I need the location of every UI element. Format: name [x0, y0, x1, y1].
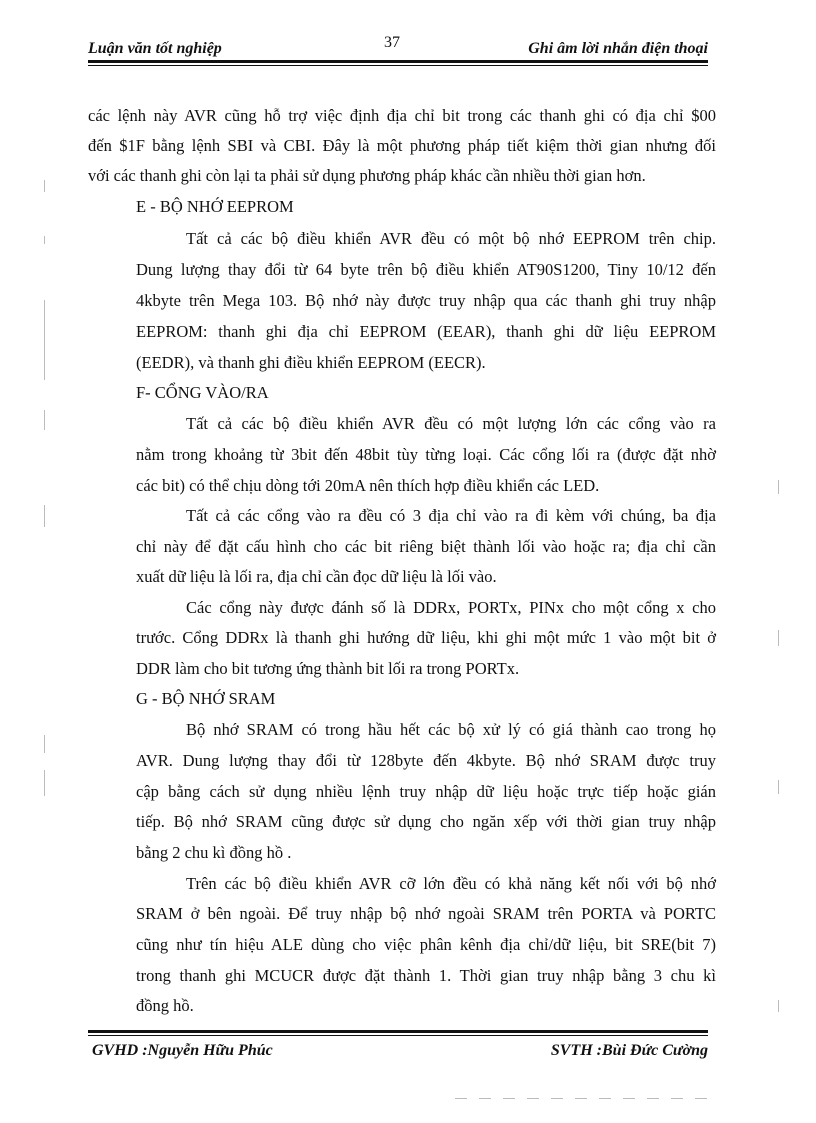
body-line: Bộ nhớ SRAM có trong hầu hết các bộ xử lý có giá thành cao trong họ: [186, 720, 716, 739]
header-rule-thin: [88, 65, 708, 66]
footer-supervisor: GVHD :Nguyễn Hữu Phúc: [92, 1042, 273, 1059]
body-line: 4kbyte trên Mega 103. Bộ nhớ này được truy nhập qua các thanh ghi truy nhập: [136, 291, 716, 310]
body-line: Dung lượng thay đổi từ 64 byte trên bộ điều khiển AT90S1200, Tiny 10/12 đến: [136, 260, 716, 279]
page-header: [88, 34, 708, 60]
body-line: với các thanh ghi còn lại ta phải sử dụng phương pháp khác cần nhiều thời gian hơn.: [88, 166, 646, 185]
body-line: DDR làm cho bit tương ứng thành bit lối ra trong PORTx.: [136, 659, 520, 678]
body-line: trong thanh ghi MCUCR được đặt thành 1. Thời gian truy nhập bằng 3 chu kì: [136, 966, 716, 985]
body-line: nằm trong khoảng từ 3bit đến 48bit tùy từng loại. Các cổng lối ra (được đặt nhờ: [136, 445, 716, 464]
scan-mark: [44, 410, 45, 430]
body-line: các bit) có thể chịu dòng tới 20mA nên thích hợp điều khiển các LED.: [136, 476, 600, 495]
body-line: SRAM ở bên ngoài. Để truy nhập bộ nhớ ngoài SRAM trên PORTA và PORTC: [136, 904, 716, 923]
body-line: đồng hồ.: [136, 996, 194, 1015]
body-line: cũng như tín hiệu ALE dùng cho việc phân kênh địa chỉ/dữ liệu, bit SRE(bit 7): [136, 935, 716, 954]
footer-rule-thick: [88, 1030, 708, 1033]
body-line: trước. Cổng DDRx là thanh ghi hướng dữ liệu, khi ghi một mức 1 vào một bit ở: [136, 628, 716, 647]
scan-mark: [44, 300, 45, 380]
body-line: các lệnh này AVR cũng hỗ trợ việc định địa chỉ bit trong các thanh ghi có địa chỉ $00: [88, 106, 716, 125]
scan-mark: [44, 236, 45, 244]
footer-rule-thin: [88, 1035, 708, 1036]
scan-mark: [44, 180, 45, 192]
body-line: chỉ này để đặt cấu hình cho các bit riêng biệt thành lối vào hoặc ra; địa chỉ cần: [136, 537, 716, 556]
body-line: (EEDR), và thanh ghi điều khiển EEPROM (EECR).: [136, 353, 486, 372]
body-line: xuất dữ liệu là lối ra, địa chỉ cần đọc dữ liệu là lối vào.: [136, 567, 497, 586]
scan-mark: [778, 780, 779, 794]
scan-mark: [44, 735, 45, 753]
scan-mark: [44, 770, 45, 796]
scan-mark: [778, 480, 779, 494]
scan-mark: [44, 505, 45, 527]
body-line: Tất cả các bộ điều khiển AVR đều có một bộ nhớ EEPROM trên chip.: [186, 229, 716, 248]
body-line: cập bằng cách sử dụng nhiều lệnh truy nhập dữ liệu hoặc trực tiếp hoặc gián: [136, 782, 716, 801]
body-line: Tất cả các cổng vào ra đều có 3 địa chỉ vào ra đi kèm với chúng, ba địa: [186, 506, 716, 525]
scan-dash-line: [455, 1098, 715, 1099]
section-heading-ports: F- CỔNG VÀO/RA: [136, 383, 269, 402]
scan-mark: [778, 630, 779, 646]
page-number: 37: [384, 34, 400, 51]
body-line: Trên các bộ điều khiển AVR cỡ lớn đều có khả năng kết nối với bộ nhớ: [186, 874, 716, 893]
page-footer: [88, 1042, 708, 1066]
body-line: EEPROM: thanh ghi địa chỉ EEPROM (EEAR), thanh ghi dữ liệu EEPROM: [136, 322, 716, 341]
body-line: Tất cả các bộ điều khiển AVR đều có một lượng lớn các cổng vào ra: [186, 414, 716, 433]
header-rule-thick: [88, 60, 708, 63]
header-thesis-title: Luận văn tốt nghiệp: [88, 40, 222, 57]
body-line: tiếp. Bộ nhớ SRAM cũng được sử dụng cho ngăn xếp với thời gian truy nhập: [136, 812, 716, 831]
section-heading-sram: G - BỘ NHỚ SRAM: [136, 689, 276, 708]
footer-student: SVTH :Bùi Đức Cường: [550, 1042, 708, 1059]
body-line: AVR. Dung lượng thay đổi từ 128byte đến 4kbyte. Bộ nhớ SRAM được truy: [136, 751, 716, 770]
scan-mark: [778, 1000, 779, 1012]
header-topic-title: Ghi âm lời nhắn điện thoại: [528, 40, 708, 57]
body-line: bằng 2 chu kì đồng hồ .: [136, 843, 292, 862]
body-line: Các cổng này được đánh số là DDRx, PORTx, PINx cho một cổng x cho: [186, 598, 716, 617]
section-heading-eeprom: E - BỘ NHỚ EEPROM: [136, 197, 294, 216]
body-line: đến $1F bằng lệnh SBI và CBI. Đây là một phương pháp tiết kiệm thời gian nhưng đối: [88, 136, 716, 155]
